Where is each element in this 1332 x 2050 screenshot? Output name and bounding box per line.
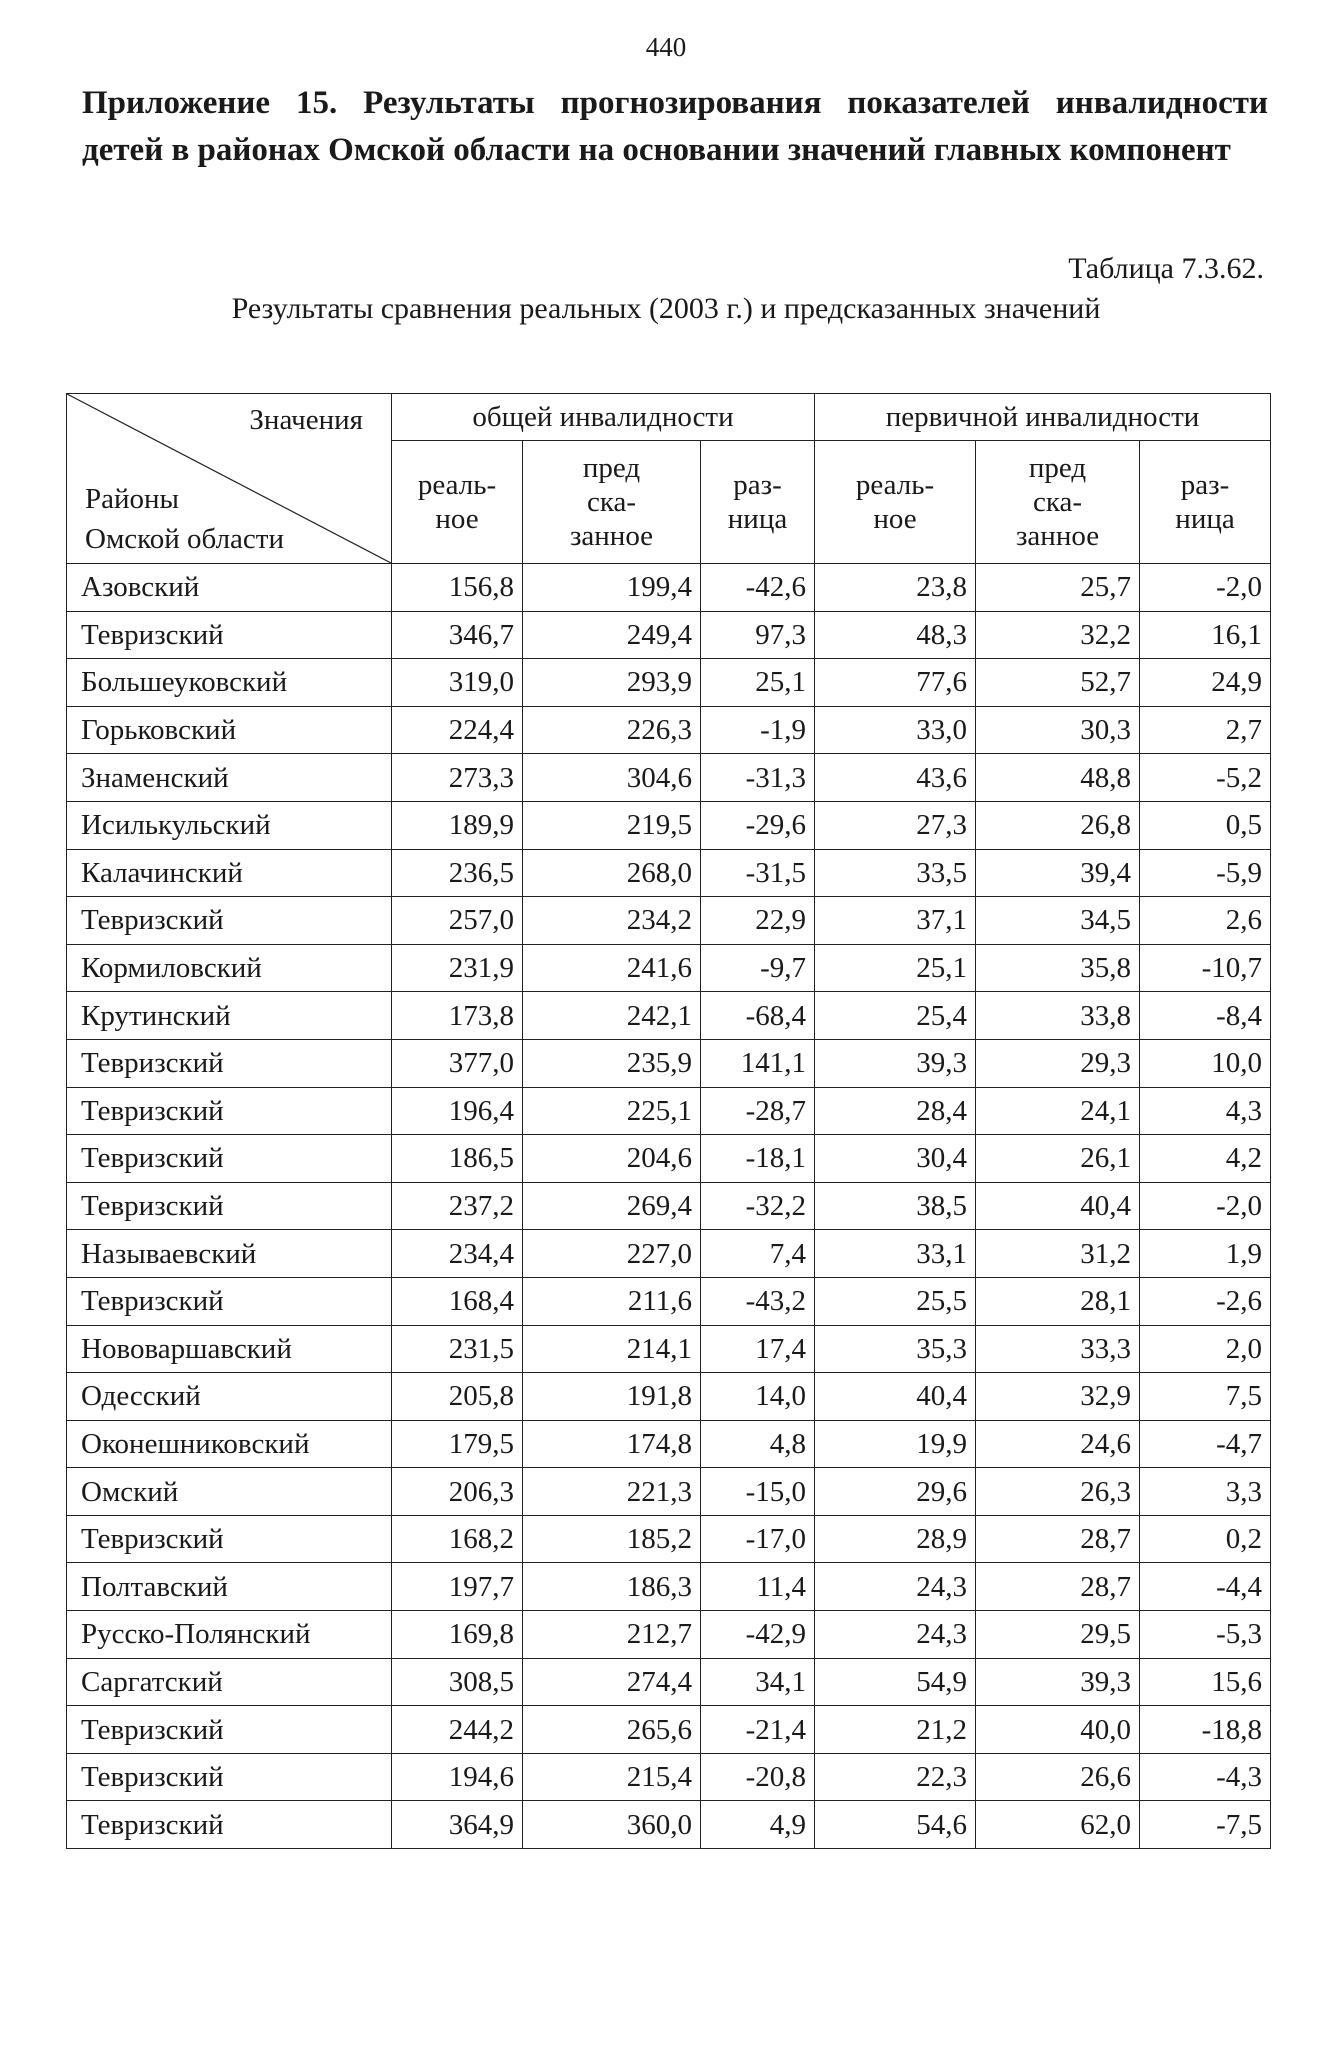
col-primary-predicted: пред ска- занное xyxy=(976,441,1140,564)
table-row xyxy=(67,992,1271,1040)
cell-primary-real: 43,6 xyxy=(815,754,976,802)
cell-primary-diff: 16,1 xyxy=(1140,611,1271,659)
cell-district-name: Тевризский xyxy=(67,1182,392,1230)
cell-primary-real: 40,4 xyxy=(815,1373,976,1421)
col-general-predicted: пред ска- занное xyxy=(523,441,701,564)
cell-district-name: Полтавский xyxy=(67,1563,392,1611)
cell-primary-real: 24,3 xyxy=(815,1611,976,1659)
cell-primary-diff: 2,7 xyxy=(1140,706,1271,754)
cell-general-predicted: 211,6 xyxy=(523,1277,701,1325)
cell-primary-predicted: 28,7 xyxy=(976,1563,1140,1611)
cell-primary-diff: -2,6 xyxy=(1140,1277,1271,1325)
cell-general-real: 168,2 xyxy=(392,1515,523,1563)
cell-district-name: Большеуковский xyxy=(67,659,392,707)
table-number: Таблица 7.3.62. xyxy=(1068,252,1264,285)
cell-primary-predicted: 33,8 xyxy=(976,992,1140,1040)
cell-primary-diff: 2,6 xyxy=(1140,897,1271,945)
cell-primary-real: 54,6 xyxy=(815,1801,976,1849)
cell-primary-real: 25,4 xyxy=(815,992,976,1040)
table-row xyxy=(67,1801,1271,1849)
cell-general-diff: -31,3 xyxy=(701,754,815,802)
table-body xyxy=(67,564,1271,1849)
table-row xyxy=(67,1135,1271,1183)
cell-general-predicted: 242,1 xyxy=(523,992,701,1040)
table-row xyxy=(67,1468,1271,1516)
cell-primary-predicted: 40,4 xyxy=(976,1182,1140,1230)
cell-primary-real: 33,5 xyxy=(815,849,976,897)
cell-general-diff: 7,4 xyxy=(701,1230,815,1278)
cell-general-predicted: 212,7 xyxy=(523,1611,701,1659)
cell-primary-diff: -5,9 xyxy=(1140,849,1271,897)
corner-header-cell xyxy=(67,394,392,564)
appendix-title: Приложение 15. Результаты прогнозирования показателей инвалидности детей в районах Омской области на основании значений главных компонент xyxy=(82,85,1268,168)
cell-general-predicted: 265,6 xyxy=(523,1706,701,1754)
cell-general-diff: 14,0 xyxy=(701,1373,815,1421)
table-row xyxy=(67,1563,1271,1611)
cell-general-predicted: 249,4 xyxy=(523,611,701,659)
cell-primary-predicted: 33,3 xyxy=(976,1325,1140,1373)
col-primary-real: реаль- ное xyxy=(815,441,976,564)
cell-primary-predicted: 29,5 xyxy=(976,1611,1140,1659)
cell-general-real: 179,5 xyxy=(392,1420,523,1468)
districts-label-line1: Районы xyxy=(85,483,180,515)
cell-general-diff: -28,7 xyxy=(701,1087,815,1135)
cell-district-name: Нововаршавский xyxy=(67,1325,392,1373)
cell-primary-diff: -4,7 xyxy=(1140,1420,1271,1468)
cell-primary-real: 23,8 xyxy=(815,564,976,612)
cell-primary-real: 28,9 xyxy=(815,1515,976,1563)
cell-general-predicted: 241,6 xyxy=(523,944,701,992)
cell-primary-predicted: 26,1 xyxy=(976,1135,1140,1183)
cell-primary-real: 25,5 xyxy=(815,1277,976,1325)
cell-district-name: Саргатский xyxy=(67,1658,392,1706)
cell-primary-predicted: 34,5 xyxy=(976,897,1140,945)
cell-primary-real: 24,3 xyxy=(815,1563,976,1611)
cell-general-real: 206,3 xyxy=(392,1468,523,1516)
cell-general-predicted: 215,4 xyxy=(523,1753,701,1801)
cell-district-name: Тевризский xyxy=(67,1039,392,1087)
cell-general-real: 156,8 xyxy=(392,564,523,612)
cell-general-real: 308,5 xyxy=(392,1658,523,1706)
cell-general-real: 173,8 xyxy=(392,992,523,1040)
cell-primary-predicted: 39,4 xyxy=(976,849,1140,897)
cell-primary-diff: -10,7 xyxy=(1140,944,1271,992)
col-primary-diff: раз- ница xyxy=(1140,441,1271,564)
cell-general-diff: 141,1 xyxy=(701,1039,815,1087)
cell-general-predicted: 219,5 xyxy=(523,801,701,849)
cell-general-real: 169,8 xyxy=(392,1611,523,1659)
cell-district-name: Тевризский xyxy=(67,897,392,945)
cell-primary-real: 30,4 xyxy=(815,1135,976,1183)
cell-primary-diff: 0,5 xyxy=(1140,801,1271,849)
cell-primary-predicted: 39,3 xyxy=(976,1658,1140,1706)
cell-general-real: 273,3 xyxy=(392,754,523,802)
cell-district-name: Тевризский xyxy=(67,1515,392,1563)
cell-primary-real: 22,3 xyxy=(815,1753,976,1801)
cell-general-diff: -42,9 xyxy=(701,1611,815,1659)
cell-district-name: Тевризский xyxy=(67,1801,392,1849)
cell-district-name: Омский xyxy=(67,1468,392,1516)
cell-district-name: Тевризский xyxy=(67,1706,392,1754)
cell-general-predicted: 185,2 xyxy=(523,1515,701,1563)
cell-district-name: Оконешниковский xyxy=(67,1420,392,1468)
cell-primary-diff: 0,2 xyxy=(1140,1515,1271,1563)
cell-primary-predicted: 35,8 xyxy=(976,944,1140,992)
cell-general-diff: 11,4 xyxy=(701,1563,815,1611)
cell-general-predicted: 225,1 xyxy=(523,1087,701,1135)
cell-district-name: Горьковский xyxy=(67,706,392,754)
col-general-diff: раз- ница xyxy=(701,441,815,564)
cell-general-real: 194,6 xyxy=(392,1753,523,1801)
cell-general-predicted: 235,9 xyxy=(523,1039,701,1087)
table-row xyxy=(67,1420,1271,1468)
cell-primary-predicted: 25,7 xyxy=(976,564,1140,612)
cell-primary-predicted: 40,0 xyxy=(976,1706,1140,1754)
table-row xyxy=(67,1706,1271,1754)
cell-general-real: 364,9 xyxy=(392,1801,523,1849)
table-row xyxy=(67,1087,1271,1135)
cell-general-predicted: 226,3 xyxy=(523,706,701,754)
cell-primary-predicted: 62,0 xyxy=(976,1801,1140,1849)
table-row xyxy=(67,611,1271,659)
cell-primary-diff: 4,3 xyxy=(1140,1087,1271,1135)
cell-primary-real: 19,9 xyxy=(815,1420,976,1468)
cell-primary-real: 77,6 xyxy=(815,659,976,707)
table-row xyxy=(67,1515,1271,1563)
table-row xyxy=(67,659,1271,707)
cell-general-real: 189,9 xyxy=(392,801,523,849)
districts-label xyxy=(85,479,284,559)
cell-general-predicted: 293,9 xyxy=(523,659,701,707)
cell-primary-diff: 3,3 xyxy=(1140,1468,1271,1516)
cell-primary-diff: 1,9 xyxy=(1140,1230,1271,1278)
cell-general-diff: -20,8 xyxy=(701,1753,815,1801)
cell-general-real: 231,5 xyxy=(392,1325,523,1373)
col-general-real: реаль- ное xyxy=(392,441,523,564)
cell-general-real: 257,0 xyxy=(392,897,523,945)
cell-primary-real: 37,1 xyxy=(815,897,976,945)
cell-district-name: Тевризский xyxy=(67,611,392,659)
cell-primary-real: 28,4 xyxy=(815,1087,976,1135)
cell-primary-diff: -4,4 xyxy=(1140,1563,1271,1611)
cell-primary-diff: -18,8 xyxy=(1140,1706,1271,1754)
cell-district-name: Тевризский xyxy=(67,1135,392,1183)
cell-general-real: 168,4 xyxy=(392,1277,523,1325)
cell-primary-real: 29,6 xyxy=(815,1468,976,1516)
cell-primary-real: 48,3 xyxy=(815,611,976,659)
cell-general-predicted: 174,8 xyxy=(523,1420,701,1468)
table-row xyxy=(67,944,1271,992)
cell-primary-predicted: 24,1 xyxy=(976,1087,1140,1135)
table-row xyxy=(67,1373,1271,1421)
cell-general-diff: 22,9 xyxy=(701,897,815,945)
cell-primary-real: 39,3 xyxy=(815,1039,976,1087)
cell-primary-real: 27,3 xyxy=(815,801,976,849)
cell-general-diff: 97,3 xyxy=(701,611,815,659)
cell-general-real: 244,2 xyxy=(392,1706,523,1754)
cell-primary-predicted: 29,3 xyxy=(976,1039,1140,1087)
cell-general-real: 319,0 xyxy=(392,659,523,707)
cell-general-real: 377,0 xyxy=(392,1039,523,1087)
cell-general-predicted: 304,6 xyxy=(523,754,701,802)
cell-general-predicted: 268,0 xyxy=(523,849,701,897)
cell-primary-diff: 7,5 xyxy=(1140,1373,1271,1421)
cell-primary-predicted: 31,2 xyxy=(976,1230,1140,1278)
cell-primary-predicted: 32,2 xyxy=(976,611,1140,659)
cell-primary-diff: 2,0 xyxy=(1140,1325,1271,1373)
cell-general-predicted: 234,2 xyxy=(523,897,701,945)
table-row xyxy=(67,1611,1271,1659)
cell-district-name: Называевский xyxy=(67,1230,392,1278)
values-label: Значения xyxy=(249,404,363,436)
cell-primary-diff: -5,2 xyxy=(1140,754,1271,802)
results-table xyxy=(66,393,1271,1849)
cell-general-diff: -18,1 xyxy=(701,1135,815,1183)
cell-general-diff: 4,8 xyxy=(701,1420,815,1468)
cell-general-predicted: 186,3 xyxy=(523,1563,701,1611)
cell-general-real: 231,9 xyxy=(392,944,523,992)
cell-general-diff: -42,6 xyxy=(701,564,815,612)
cell-primary-predicted: 52,7 xyxy=(976,659,1140,707)
group-general-disability: общей инвалидности xyxy=(392,394,815,441)
cell-general-diff: 25,1 xyxy=(701,659,815,707)
cell-general-predicted: 269,4 xyxy=(523,1182,701,1230)
cell-primary-predicted: 28,7 xyxy=(976,1515,1140,1563)
cell-general-diff: -68,4 xyxy=(701,992,815,1040)
cell-primary-predicted: 32,9 xyxy=(976,1373,1140,1421)
cell-general-diff: -43,2 xyxy=(701,1277,815,1325)
cell-primary-real: 33,1 xyxy=(815,1230,976,1278)
table-row xyxy=(67,1277,1271,1325)
table-row xyxy=(67,1325,1271,1373)
table-row xyxy=(67,849,1271,897)
cell-general-diff: -31,5 xyxy=(701,849,815,897)
cell-general-real: 224,4 xyxy=(392,706,523,754)
cell-general-diff: 4,9 xyxy=(701,1801,815,1849)
cell-district-name: Тевризский xyxy=(67,1277,392,1325)
page-number: 440 xyxy=(645,32,687,62)
table-row xyxy=(67,754,1271,802)
group-primary-disability: первичной инвалидности xyxy=(815,394,1271,441)
cell-general-diff: 34,1 xyxy=(701,1658,815,1706)
cell-primary-diff: 10,0 xyxy=(1140,1039,1271,1087)
cell-primary-predicted: 28,1 xyxy=(976,1277,1140,1325)
cell-general-predicted: 227,0 xyxy=(523,1230,701,1278)
cell-district-name: Знаменский xyxy=(67,754,392,802)
cell-primary-diff: -2,0 xyxy=(1140,564,1271,612)
cell-general-predicted: 221,3 xyxy=(523,1468,701,1516)
cell-primary-diff: -5,3 xyxy=(1140,1611,1271,1659)
cell-district-name: Исилькульский xyxy=(67,801,392,849)
cell-general-real: 236,5 xyxy=(392,849,523,897)
cell-primary-predicted: 30,3 xyxy=(976,706,1140,754)
cell-general-predicted: 199,4 xyxy=(523,564,701,612)
table-row xyxy=(67,1230,1271,1278)
cell-primary-real: 21,2 xyxy=(815,1706,976,1754)
cell-general-real: 234,4 xyxy=(392,1230,523,1278)
cell-general-predicted: 204,6 xyxy=(523,1135,701,1183)
cell-general-real: 346,7 xyxy=(392,611,523,659)
cell-district-name: Азовский xyxy=(67,564,392,612)
cell-district-name: Кормиловский xyxy=(67,944,392,992)
table-caption: Результаты сравнения реальных (2003 г.) и предсказанных значений xyxy=(231,292,1101,325)
cell-general-real: 186,5 xyxy=(392,1135,523,1183)
cell-district-name: Тевризский xyxy=(67,1753,392,1801)
cell-general-diff: -21,4 xyxy=(701,1706,815,1754)
cell-primary-predicted: 24,6 xyxy=(976,1420,1140,1468)
cell-primary-real: 33,0 xyxy=(815,706,976,754)
cell-primary-predicted: 48,8 xyxy=(976,754,1140,802)
table-row xyxy=(67,1658,1271,1706)
cell-general-predicted: 191,8 xyxy=(523,1373,701,1421)
cell-general-diff: 17,4 xyxy=(701,1325,815,1373)
cell-primary-predicted: 26,3 xyxy=(976,1468,1140,1516)
table-row xyxy=(67,564,1271,612)
cell-primary-diff: -4,3 xyxy=(1140,1753,1271,1801)
cell-general-predicted: 274,4 xyxy=(523,1658,701,1706)
districts-label-line2: Омской области xyxy=(85,523,284,555)
table-row xyxy=(67,1182,1271,1230)
cell-primary-diff: -2,0 xyxy=(1140,1182,1271,1230)
cell-primary-real: 25,1 xyxy=(815,944,976,992)
cell-primary-diff: -8,4 xyxy=(1140,992,1271,1040)
table-row xyxy=(67,1039,1271,1087)
cell-general-predicted: 214,1 xyxy=(523,1325,701,1373)
cell-primary-diff: 24,9 xyxy=(1140,659,1271,707)
cell-general-real: 197,7 xyxy=(392,1563,523,1611)
cell-primary-real: 38,5 xyxy=(815,1182,976,1230)
cell-district-name: Калачинский xyxy=(67,849,392,897)
cell-district-name: Крутинский xyxy=(67,992,392,1040)
table-row xyxy=(67,801,1271,849)
cell-general-real: 205,8 xyxy=(392,1373,523,1421)
table-row xyxy=(67,1753,1271,1801)
cell-primary-predicted: 26,8 xyxy=(976,801,1140,849)
table-row xyxy=(67,897,1271,945)
cell-general-diff: -32,2 xyxy=(701,1182,815,1230)
cell-general-diff: -9,7 xyxy=(701,944,815,992)
cell-primary-predicted: 26,6 xyxy=(976,1753,1140,1801)
cell-primary-real: 35,3 xyxy=(815,1325,976,1373)
cell-primary-real: 54,9 xyxy=(815,1658,976,1706)
cell-general-diff: -29,6 xyxy=(701,801,815,849)
cell-district-name: Русско-Полянский xyxy=(67,1611,392,1659)
cell-primary-diff: -7,5 xyxy=(1140,1801,1271,1849)
cell-general-predicted: 360,0 xyxy=(523,1801,701,1849)
cell-general-diff: -15,0 xyxy=(701,1468,815,1516)
cell-general-diff: -17,0 xyxy=(701,1515,815,1563)
cell-primary-diff: 15,6 xyxy=(1140,1658,1271,1706)
table-row xyxy=(67,706,1271,754)
cell-general-real: 237,2 xyxy=(392,1182,523,1230)
cell-primary-diff: 4,2 xyxy=(1140,1135,1271,1183)
cell-district-name: Тевризский xyxy=(67,1087,392,1135)
cell-general-real: 196,4 xyxy=(392,1087,523,1135)
cell-district-name: Одесский xyxy=(67,1373,392,1421)
cell-general-diff: -1,9 xyxy=(701,706,815,754)
